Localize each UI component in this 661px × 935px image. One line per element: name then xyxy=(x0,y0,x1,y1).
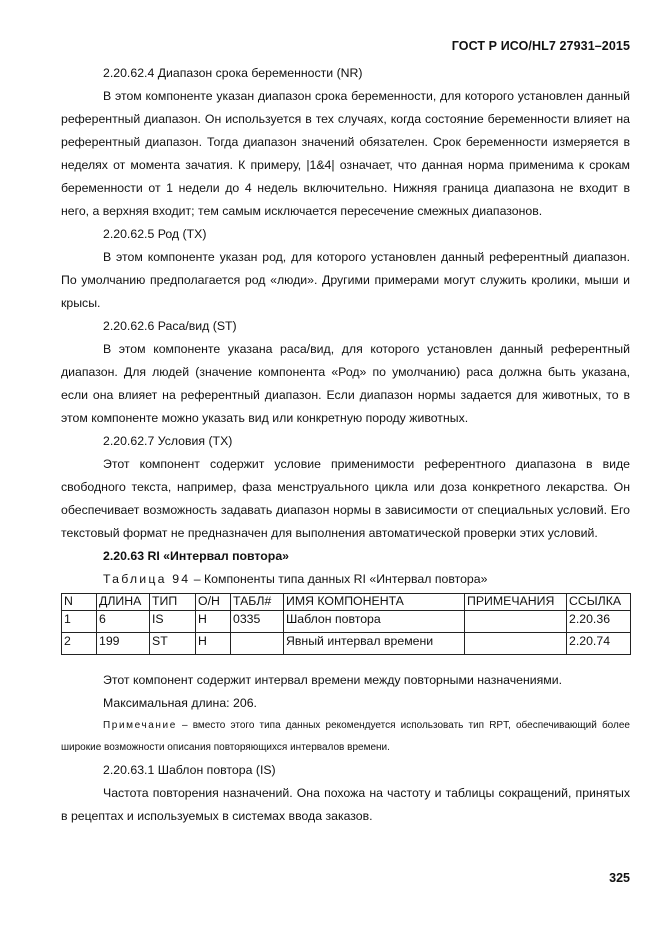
table-cell xyxy=(465,611,567,633)
table-cell: 2.20.74 xyxy=(567,633,631,655)
section-body-2-20-62-4: В этом компоненте указан диапазон срока беременности, для которого установлен данный референтный диапазон. Он используется в тех случаях, когда состояние беременности влияет на референтный диапазон. Тогда диапазон значений обязателен. Срок беременности измеряется в неделях от момента зачатия. К примеру, |1&4| означает, что данная норма применима к срокам беременности от 1 недели до 4 недель включительно. Нижняя граница диапазона не входит в него, а верхняя входит; тем самым исключается пересечение смежных диапазонов. xyxy=(61,89,630,218)
document-body xyxy=(61,62,630,828)
section-title-2-20-62-7: 2.20.62.7 Условия (TX) xyxy=(103,434,233,448)
table-caption xyxy=(61,568,630,591)
table-caption-label: Таблица 94 xyxy=(103,572,191,586)
section-title-2-20-63: 2.20.63 RI «Интервал повтора» xyxy=(103,549,289,563)
section-body-2-20-62-5: В этом компоненте указан род, для которого установлен данный референтный диапазон. По умолчанию предполагается род «люди». Другими примерами могут служить кролики, мыши и крысы. xyxy=(61,250,630,310)
table-header-row xyxy=(62,594,631,611)
note xyxy=(61,715,630,759)
table-cell: ST xyxy=(150,633,196,655)
section-title-2-20-62-6: 2.20.62.6 Раса/вид (ST) xyxy=(103,319,237,333)
table-row xyxy=(62,611,631,633)
max-length: Максимальная длина: 206. xyxy=(103,696,257,710)
table-cell: Явный интервал времени xyxy=(284,633,465,655)
table-caption-text: – Компоненты типа данных RI «Интервал повтора» xyxy=(190,572,488,586)
section-body-2-20-62-6: В этом компоненте указана раса/вид, для которого установлен данный референтный диапазон. Для людей (значение компонента «Род» по умолчанию) раса должна быть указана, если она влияет на референтный диапазон. Если диапазон нормы задается для животных, то в этом компоненте можно указать вид или конкретную породу животных. xyxy=(61,342,630,425)
table-cell: Н xyxy=(196,633,231,655)
table-cell: Н xyxy=(196,611,231,633)
section-body-2-20-63-1: Частота повторения назначений. Она похожа на частоту и таблицы сокращений, принятых в рецептах и используемых в системах ввода заказов. xyxy=(61,786,630,823)
note-text: – вместо этого типа данных рекомендуется использовать тип RPT, обеспечивающий более широкие возможности описания повторяющихся интервалов времени. xyxy=(61,720,630,753)
column-header: ССЫЛКА xyxy=(567,594,631,611)
spacer xyxy=(61,655,630,669)
section-title-2-20-63-1: 2.20.63.1 Шаблон повтора (IS) xyxy=(103,763,276,777)
table-cell: 1 xyxy=(62,611,97,633)
table-cell: 2 xyxy=(62,633,97,655)
components-table xyxy=(61,593,631,655)
page-number: 325 xyxy=(609,871,630,885)
table-cell: Шаблон повтора xyxy=(284,611,465,633)
column-header: ИМЯ КОМПОНЕНТА xyxy=(284,594,465,611)
column-header: ПРИМЕЧАНИЯ xyxy=(465,594,567,611)
section-title-2-20-62-5: 2.20.62.5 Род (TX) xyxy=(103,227,207,241)
note-label: Примечание xyxy=(103,720,177,731)
component-description: Этот компонент содержит интервал времени между повторными назначениями. xyxy=(103,673,563,687)
section-title-2-20-62-4: 2.20.62.4 Диапазон срока беременности (NR) xyxy=(103,66,363,80)
column-header: ДЛИНА xyxy=(97,594,150,611)
document-header: ГОСТ Р ИСО/HL7 27931–2015 xyxy=(451,39,630,53)
table-cell: 199 xyxy=(97,633,150,655)
table-cell: IS xyxy=(150,611,196,633)
column-header: N xyxy=(62,594,97,611)
table-cell: 2.20.36 xyxy=(567,611,631,633)
table-cell xyxy=(465,633,567,655)
column-header: ТАБЛ# xyxy=(231,594,284,611)
column-header: ТИП xyxy=(150,594,196,611)
column-header: О/Н xyxy=(196,594,231,611)
table-cell xyxy=(231,633,284,655)
table-cell: 6 xyxy=(97,611,150,633)
section-body-2-20-62-7: Этот компонент содержит условие применимости референтного диапазона в виде свободного текста, например, фаза менструального цикла или доза конкретного лекарства. Он обеспечивает возможность задавать диапазон нормы в зависимости от специальных условий. Его текстовый формат не предназначен для выполнения автоматической проверки этих условий. xyxy=(61,457,630,540)
table-cell: 0335 xyxy=(231,611,284,633)
table-row xyxy=(62,633,631,655)
